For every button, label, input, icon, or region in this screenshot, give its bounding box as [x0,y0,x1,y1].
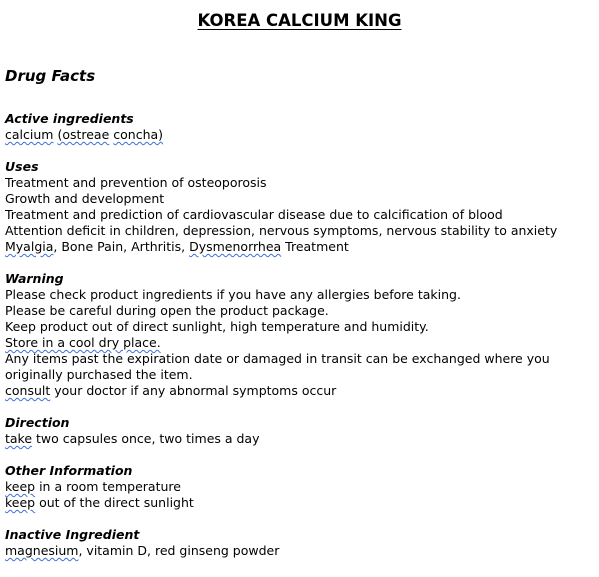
text-line [5,431,595,447]
text-line: Treatment and prevention of osteoporosis [5,175,267,190]
text-line: Please check product ingredients if you have any allergies before taking. [5,287,461,302]
text-fragment: two capsules once, two times a day [32,431,260,446]
text-line: Keep product out of direct sunlight, high temperature and humidity. [5,319,429,334]
spellcheck-phrase: Store in a cool dry place. [5,335,161,350]
text-line: Any items past the expiration date or damaged in transit can be exchanged where you originally purchased the item. [5,351,550,382]
text-line [5,335,595,351]
text-line [5,479,595,495]
section-active-ingredients [5,111,595,143]
drug-facts-heading: Drug Facts [5,67,96,85]
section-title: Warning [5,271,64,286]
section-direction [5,415,595,447]
text-line [5,239,595,255]
section-inactive-ingredient [5,527,595,559]
text-fragment: , vitamin D, red ginseng powder [78,543,280,558]
spellcheck-word: keep [5,495,36,510]
document-title [0,10,599,32]
text-line: Attention deficit in children, depression, nervous symptoms, nervous stability to anxiety [5,223,558,238]
text-fragment: in a room temperature [35,479,181,494]
spellcheck-word: take [5,431,33,446]
text-line: Please be careful during open the product package. [5,303,329,318]
text-line [5,127,595,143]
section-warning [5,271,595,399]
text-fragment: out of the direct sunlight [35,495,194,510]
text-line [5,543,595,559]
spellcheck-word: keep [5,479,36,494]
text-line [5,383,595,399]
section-uses [5,159,595,255]
section-title: Other Information [5,463,133,478]
spellcheck-word: magnesium [5,543,79,558]
spellcheck-word: Myalgia [5,239,54,254]
text-fragment: , Bone Pain, Arthritis, [53,239,190,254]
spellcheck-word: calcium [5,127,54,142]
spellcheck-word: concha) [113,127,164,142]
document-title-text: KOREA CALCIUM KING [197,11,402,30]
text-fragment: your doctor if any abnormal symptoms occur [50,383,337,398]
text-line: Growth and development [5,191,165,206]
spellcheck-word: Dysmenorrhea [189,239,282,254]
section-title: Direction [5,415,70,430]
text-fragment: Treatment [281,239,349,254]
section-title: Active ingredients [5,111,134,126]
text-line: Treatment and prediction of cardiovascular disease due to calcification of blood [5,207,503,222]
text-line [5,495,595,511]
section-title: Uses [5,159,39,174]
section-other-information [5,463,595,511]
section-title: Inactive Ingredient [5,527,140,542]
spellcheck-word: consult [5,383,51,398]
spellcheck-word: (ostreae [57,127,110,142]
